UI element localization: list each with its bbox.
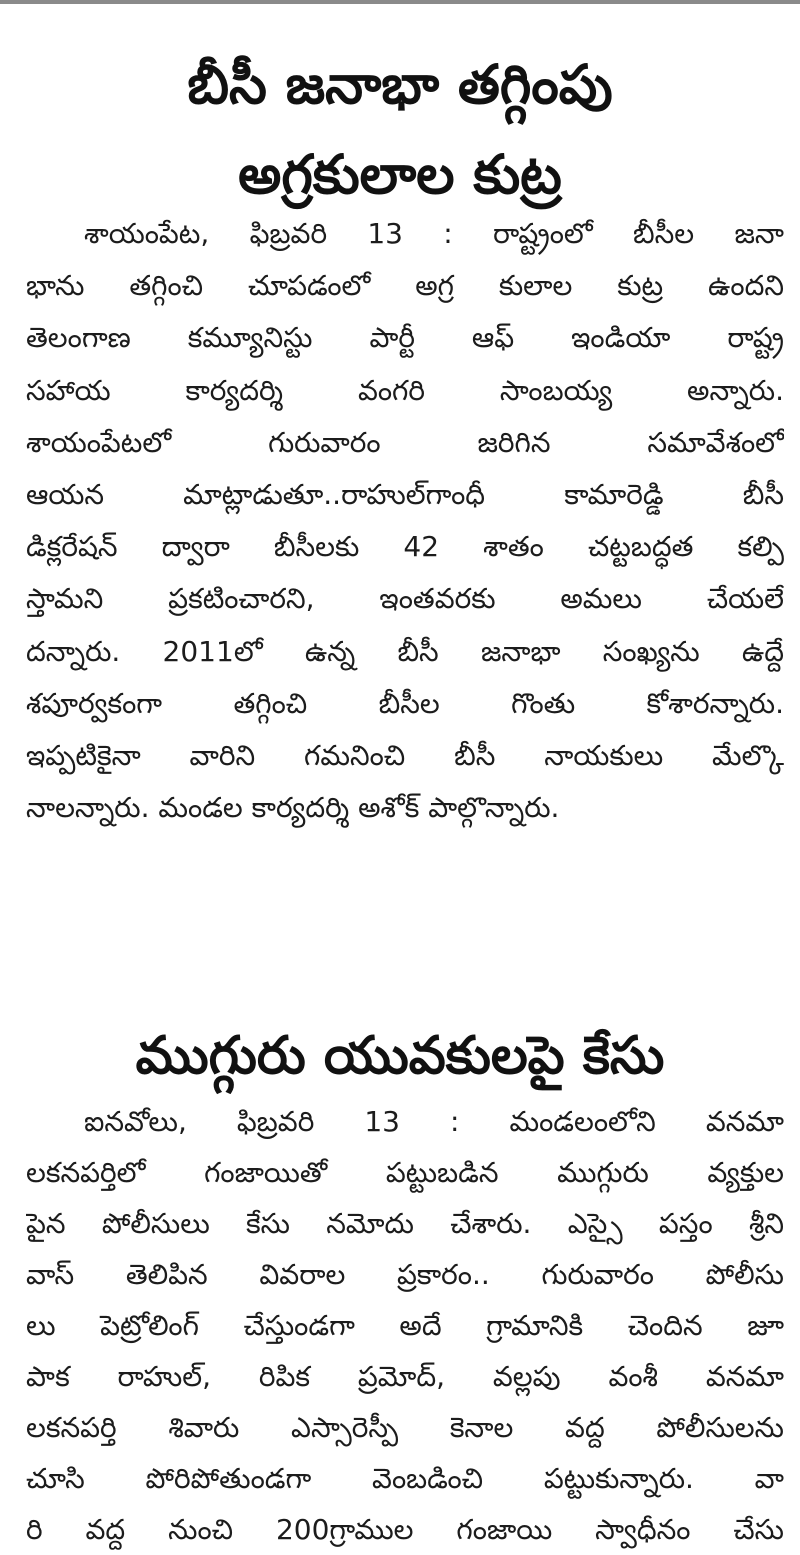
story-2-body-line: లకనపర్తి శివారు ఎస్సారెస్పీ కెనాల వద్ద పోలీసులను bbox=[26, 1411, 784, 1444]
story-2-body-line: ఐనవోలు, ఫిబ్రవరి 13 : మండలంలోని వనమా bbox=[84, 1105, 784, 1138]
story-1-body-line: స్తామని ప్రకటించారని, ఇంతవరకు అమలు చేయలే bbox=[26, 582, 784, 616]
story-1-body-line: శాయంపేట, ఫిబ్రవరి 13 : రాష్ట్రంలో బీసీల జనా bbox=[84, 217, 784, 250]
story-1-headline-line: బీసీ జనాభా తగ్గింపు bbox=[187, 53, 613, 116]
story-2-body-line: లు పెట్రోలింగ్ చేస్తుండగా అదే గ్రామానికి చెందిన జూ bbox=[26, 1309, 784, 1342]
story-1-body-line: నాలన్నారు. మండల కార్యదర్శి అశోక్ పాల్గొన్నారు. bbox=[26, 791, 560, 825]
story-2-body-line: పైన పోలీసులు కేసు నమోదు చేశారు. ఎస్సై పస్తం శ్రీని bbox=[26, 1207, 784, 1240]
top-rule bbox=[0, 0, 800, 4]
story-2-headline-line: ముగ్గురు యువకులపై కేసు bbox=[135, 1026, 665, 1086]
story-1-body-line: తెలంగాణ కమ్యూనిస్టు పార్టీ ఆఫ్ ఇండియా రాష్ట్ర bbox=[26, 321, 784, 355]
story-2-body-line: రి వద్ద నుంచి 200గ్రాముల గంజాయి స్వాధీనం చేసు bbox=[26, 1513, 784, 1546]
story-1-body-line: దన్నారు. 2011లో ఉన్న బీసీ జనాభా సంఖ్యను ఉద్దే bbox=[26, 634, 784, 668]
story-1-body-line: డిక్లరేషన్ ద్వారా బీసీలకు 42 శాతం చట్టబద్ధత కల్పి bbox=[26, 530, 784, 564]
story-1-body-line: సహాయ కార్యదర్శి వంగరి సాంబయ్య అన్నారు. bbox=[26, 373, 784, 407]
story-1-headline bbox=[0, 40, 800, 220]
story-2-body-line: చూసి పోరిపోతుండగా వెంబడించి పట్టుకున్నారు. వా bbox=[26, 1462, 784, 1495]
story-1-body-line: శపూర్వకంగా తగ్గించి బీసీల గొంతు కోశారన్నారు. bbox=[26, 686, 784, 720]
story-1-body bbox=[26, 208, 784, 834]
story-1-body-line: ఇప్పటికైనా వారిని గమనించి బీసీ నాయకులు మేల్కొ bbox=[26, 739, 784, 773]
story-2-body-line: వాస్ తెలిపిన వివరాల ప్రకారం.. గురువారం పోలీసు bbox=[26, 1258, 784, 1291]
story-1-body-line: భాను తగ్గించి చూపడంలో అగ్ర కులాల కుట్ర ఉందని bbox=[26, 269, 784, 303]
story-1-body-line: శాయంపేటలో గురువారం జరిగిన సమావేశంలో bbox=[26, 425, 784, 459]
story-2-body bbox=[26, 1096, 784, 1555]
story-2-headline bbox=[0, 1012, 800, 1100]
story-1-headline-line: అగ్రకులాల కుట్ర bbox=[238, 143, 562, 206]
story-2-body-line: పాక రాహుల్, రిపిక ప్రమోద్, వల్లపు వంశీ వనమా bbox=[26, 1360, 784, 1393]
story-1-body-line: ఆయన మాట్లాడుతూ..రాహుల్‌గాంధీ కామారెడ్డి బీసీ bbox=[26, 478, 784, 512]
story-2-body-line: లకనపర్తిలో గంజాయితో పట్టుబడిన ముగ్గురు వ్యక్తుల bbox=[26, 1156, 784, 1189]
